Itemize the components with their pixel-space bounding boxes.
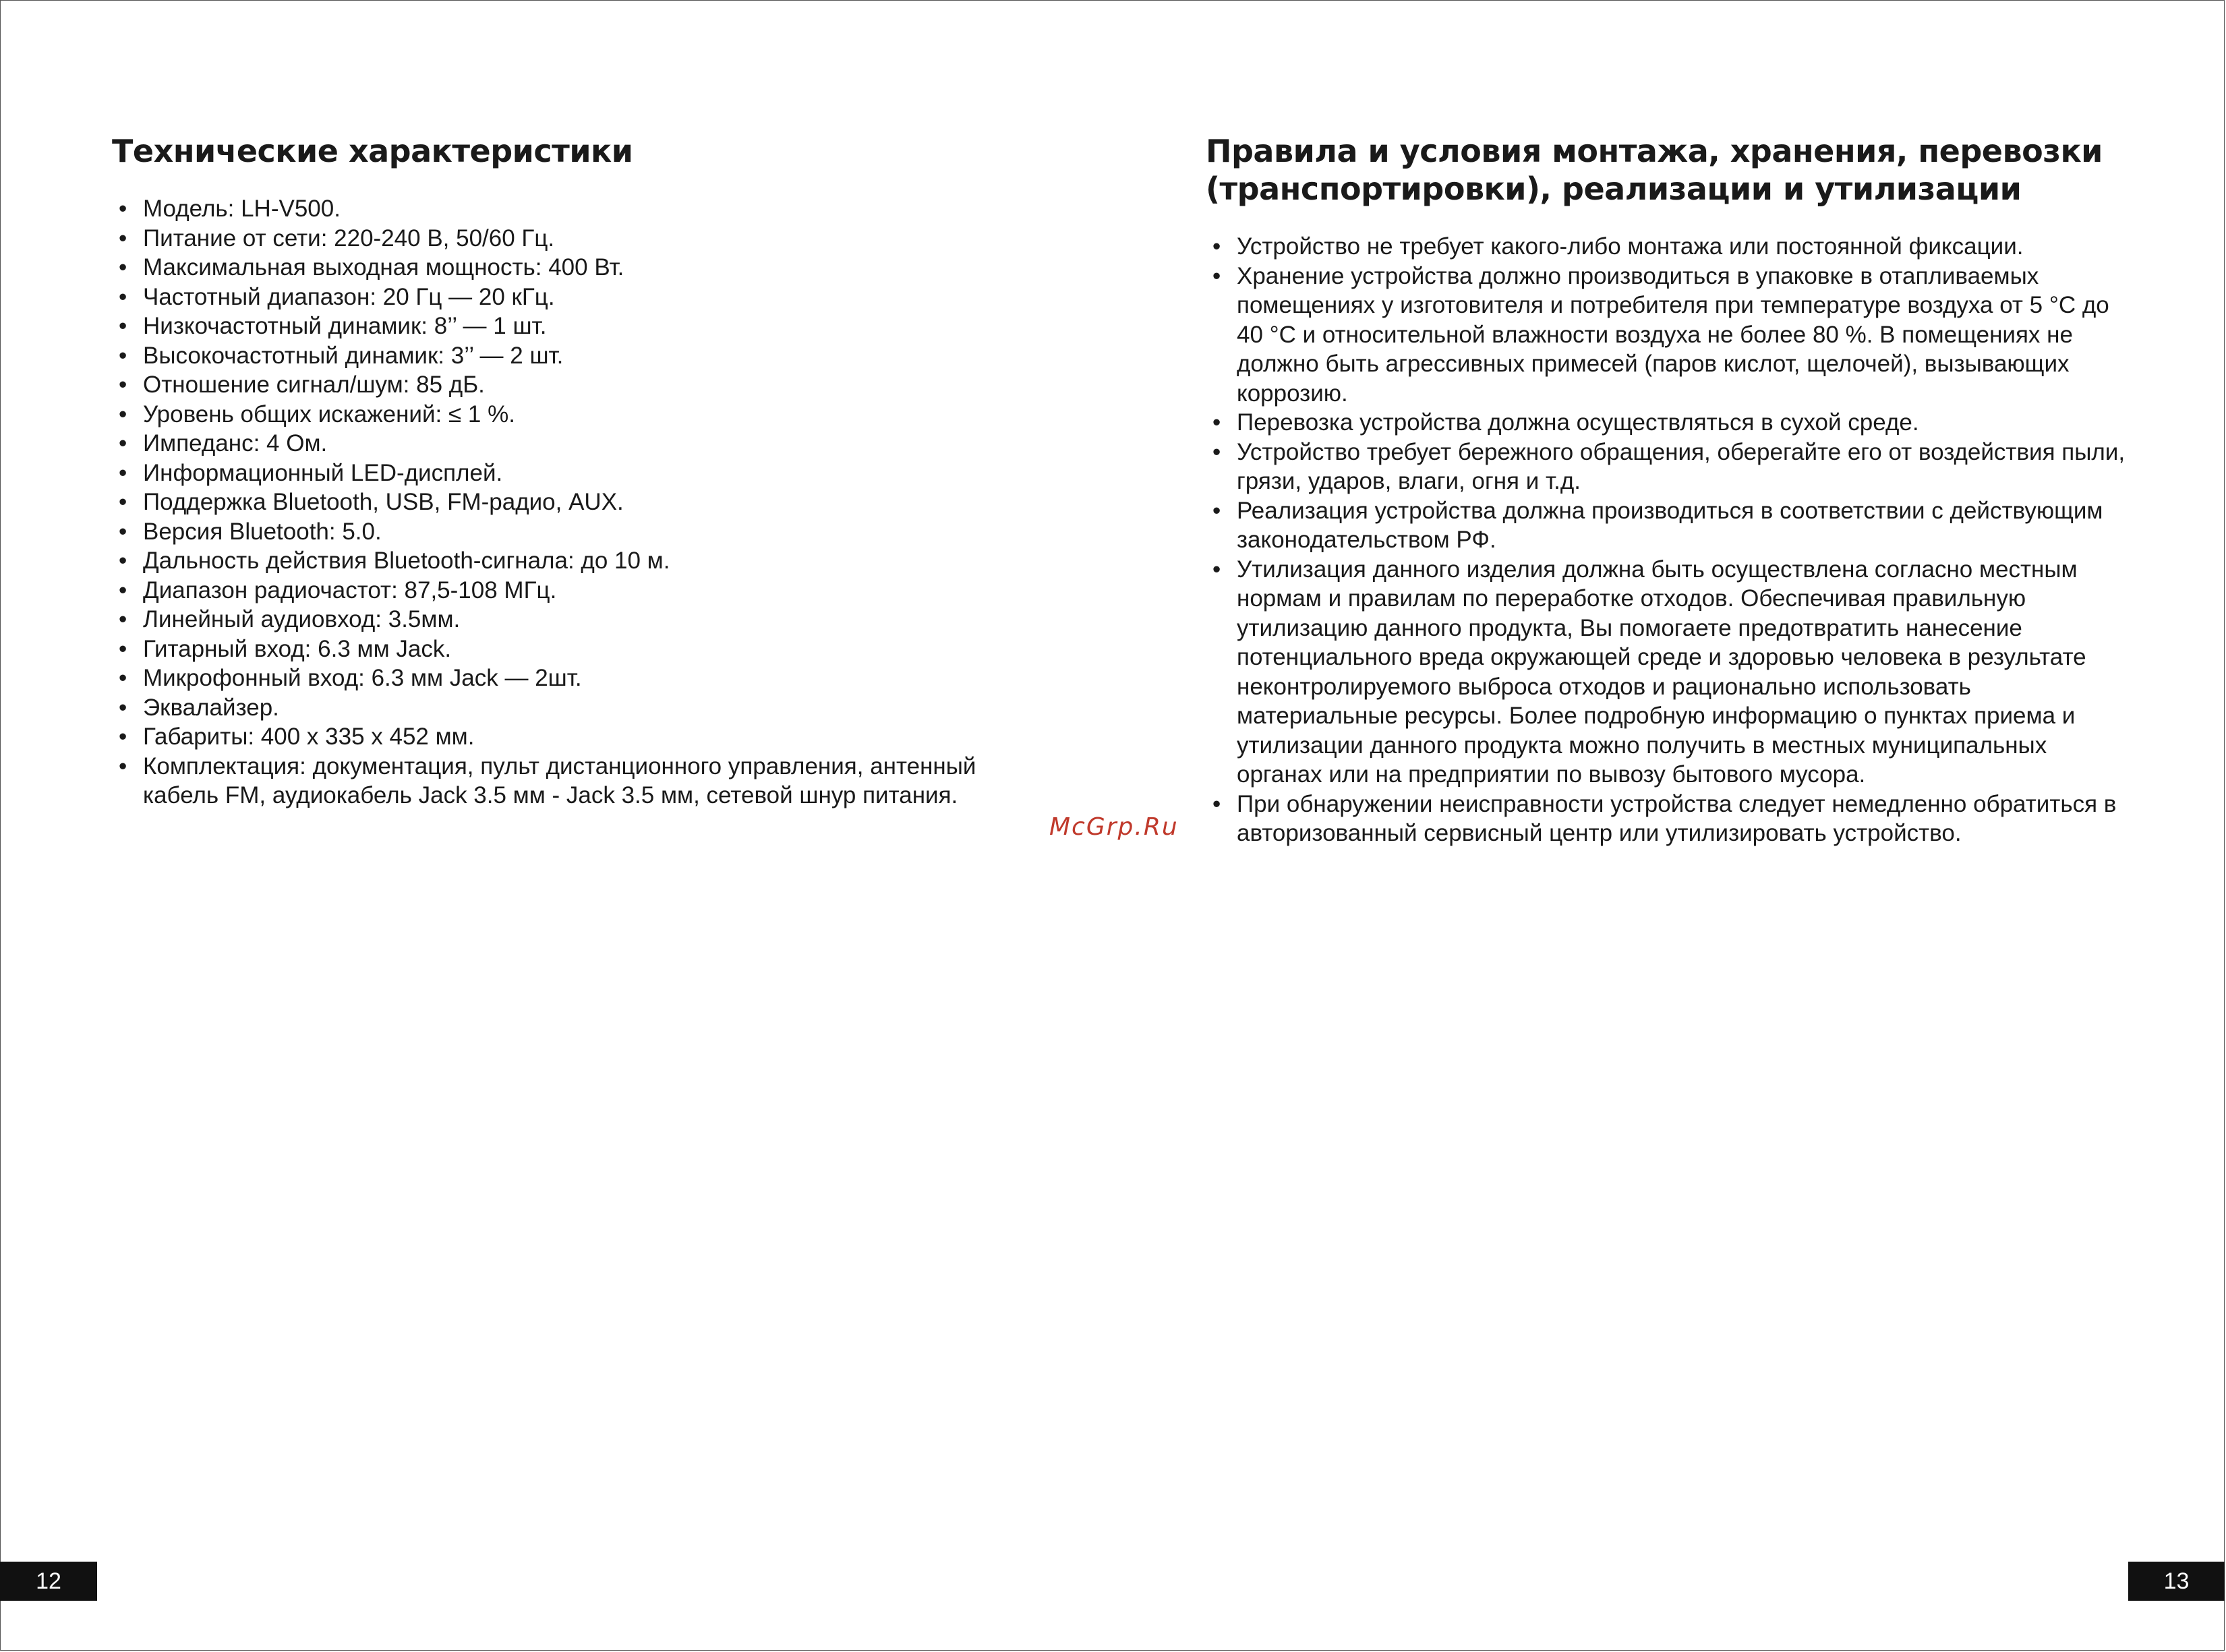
list-item: • Устройство не требует какого-либо монтажа или постоянной фиксации. xyxy=(1206,232,2136,262)
list-item: • При обнаружении неисправности устройства следует немедленно обратиться в авторизованный сервисный центр или утилизировать устройство. xyxy=(1206,790,2136,848)
watermark-logo: McGrp.Ru xyxy=(1049,813,1179,841)
list-item: • Перевозка устройства должна осуществляться в сухой среде. xyxy=(1206,408,2136,438)
rules-title-line2: (транспортировки), реализации и утилизации xyxy=(1206,171,2022,207)
list-item: • Габариты: 400 x 335 x 452 мм. xyxy=(112,722,1036,752)
list-item: • Эквалайзер. xyxy=(112,693,1036,723)
list-item: • Питание от сети: 220-240 В, 50/60 Гц. xyxy=(112,224,1036,254)
tech-specs-title: Технические характеристики xyxy=(112,133,633,169)
left-page xyxy=(112,132,1036,810)
list-item: • Отношение сигнал/шум: 85 дБ. xyxy=(112,370,1036,400)
list-item: • Реализация устройства должна производиться в соответствии с действующим законодательством РФ. xyxy=(1206,496,2136,555)
list-item: • Комплектация: документация, пульт дистанционного управления, антенный кабель FM, аудиокабель Jack 3.5 мм - Jack 3.5 мм, сетевой шнур питания. xyxy=(112,752,1036,810)
list-item: • Частотный диапазон: 20 Гц — 20 кГц. xyxy=(112,283,1036,312)
list-item: • Максимальная выходная мощность: 400 Вт. xyxy=(112,253,1036,283)
right-page xyxy=(1206,132,2136,848)
list-item: • Диапазон радиочастот: 87,5-108 МГц. xyxy=(112,576,1036,606)
list-item: • Устройство требует бережного обращения, оберегайте его от воздействия пыли, грязи, ударов, влаги, огня и т.д. xyxy=(1206,438,2136,496)
rules-title-line1: Правила и условия монтажа, хранения, перевозки xyxy=(1206,133,2103,169)
list-item: • Низкочастотный динамик: 8’’ — 1 шт. xyxy=(112,312,1036,341)
list-item: • Уровень общих искажений: ≤ 1 %. xyxy=(112,400,1036,430)
list-item: • Модель: LH-V500. xyxy=(112,194,1036,224)
list-item: • Дальность действия Bluetooth-сигнала: до 10 м. xyxy=(112,546,1036,576)
list-item: • Хранение устройства должно производиться в упаковке в отапливаемых помещениях у изготовителя и потребителя при температуре воздуха от 5 °С до 40 °С и относительной влажности воздуха не более 80 %. В помещениях не должно быть агрессивных примесей (паров кислот, щелочей), вызывающих коррозию. xyxy=(1206,262,2136,409)
list-item: • Поддержка Bluetooth, USB, FM-радио, AUX. xyxy=(112,488,1036,517)
list-item: • Высокочастотный динамик: 3’’ — 2 шт. xyxy=(112,341,1036,371)
rules-title xyxy=(1206,132,2136,208)
list-item: • Информационный LED-дисплей. xyxy=(112,459,1036,488)
page-number-left: 12 xyxy=(0,1562,97,1601)
list-item: • Линейный аудиовход: 3.5мм. xyxy=(112,605,1036,635)
list-item: • Микрофонный вход: 6.3 мм Jack — 2шт. xyxy=(112,663,1036,693)
tech-specs-list xyxy=(112,194,1036,810)
rules-list xyxy=(1206,232,2136,848)
page-number-right: 13 xyxy=(2128,1562,2225,1601)
list-item: • Версия Bluetooth: 5.0. xyxy=(112,517,1036,547)
list-item: • Импеданс: 4 Ом. xyxy=(112,429,1036,459)
list-item: • Гитарный вход: 6.3 мм Jack. xyxy=(112,635,1036,664)
list-item: • Утилизация данного изделия должна быть осуществлена согласно местным нормам и правилам по переработке отходов. Обеспечивая правильную утилизацию данного продукта, Вы помогаете предотвратить нанесение потенциального вреда окружающей среде и здоровью человека в результате неконтролируемого выброса отходов и рационально использовать материальные ресурсы. Более подробную информацию о пунктах приема и утилизации данного продукта можно получить в местных муниципальных органах или на предприятии по вывозу бытового мусора. xyxy=(1206,555,2136,790)
